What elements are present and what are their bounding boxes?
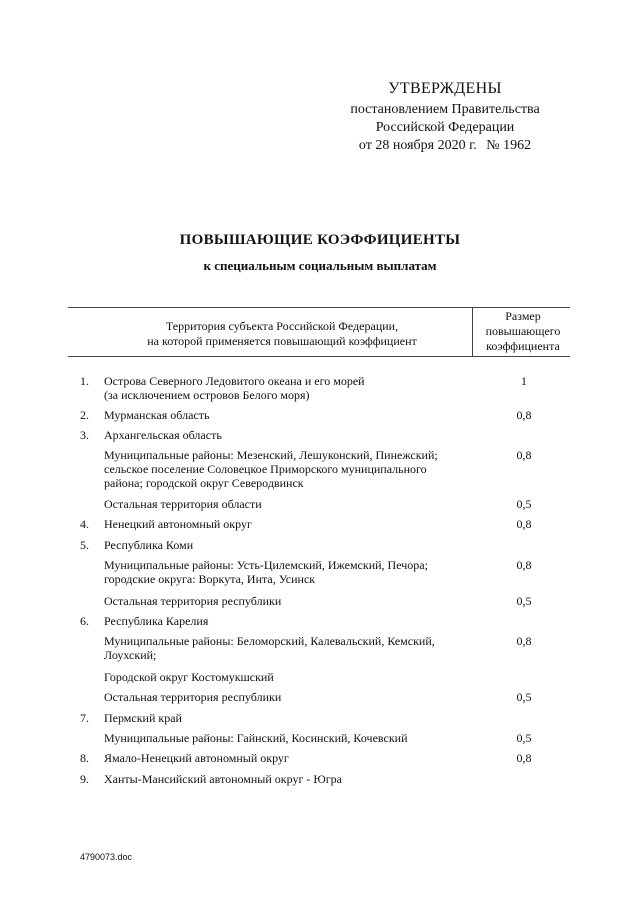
row-territory-line: сельское поселение Соловецкое Приморского муниципального [104,462,427,476]
row-territory [104,374,476,402]
row-territory-line: (за исключением островов Белого моря) [104,388,310,402]
row-number: 9. [80,772,89,786]
row-territory-line: Ненецкий автономный округ [104,517,252,531]
table-header-size-line: повышающего [485,324,561,338]
row-territory [104,731,476,745]
row-territory [104,670,476,684]
row-territory [104,594,476,608]
row-number: 2. [80,408,89,422]
document-subtitle: к специальным социальным выплатам [203,258,437,273]
row-territory [104,711,476,725]
row-territory-line: городские округа: Воркута, Инта, Усинск [104,572,316,586]
row-number: 6. [80,614,89,628]
table-header-territory-line: Территория субъекта Российской Федерации, [165,319,399,333]
row-territory-line: Остальная территория республики [104,594,282,608]
row-number: 7. [80,711,89,725]
row-territory [104,517,476,531]
table-header-territory-line: на которой применяется повышающий коэффициент [147,334,417,348]
row-territory [104,772,476,786]
table-header-size-line: Размер [505,309,541,323]
row-territory-line: Лоухский; [104,648,157,662]
approval-line-2: Российской Федерации [375,120,515,135]
row-number: 4. [80,517,89,531]
row-territory [104,448,476,490]
row-territory-line: Ханты-Мансийский автономный округ - Югра [104,772,342,786]
row-territory-line: Республика Карелия [104,614,209,628]
approval-number: № 1962 [486,138,532,153]
row-coefficient: 0,5 [516,731,532,745]
row-territory-line: Муниципальные районы: Усть-Цилемский, Ижемский, Печора; [104,558,428,572]
file-name: 4790073.doc [80,852,133,862]
row-coefficient: 0,8 [516,751,532,765]
row-coefficient: 0,8 [516,558,532,572]
row-coefficient: 0,5 [516,594,532,608]
row-territory-line: Муниципальные районы: Беломорский, Калевальский, Кемский, [104,634,435,648]
row-territory-line: Пермский край [104,711,182,725]
row-territory-line: Архангельская область [104,428,222,442]
row-territory-line: Городской округ Костомукшский [104,670,274,684]
document-title: ПОВЫШАЮЩИЕ КОЭФФИЦИЕНТЫ [179,232,461,248]
row-territory [104,428,476,442]
row-number: 5. [80,538,89,552]
row-territory [104,408,476,422]
row-number: 1. [80,374,89,388]
row-territory [104,690,476,704]
row-coefficient: 0,8 [516,634,532,648]
approval-line-1: постановлением Правительства [350,102,540,117]
row-coefficient: 0,5 [516,497,532,511]
row-territory [104,538,476,552]
row-territory [104,614,476,628]
table-header-size-line: коэффициента [486,339,560,353]
row-territory-line: Ямало-Ненецкий автономный округ [104,751,289,765]
approval-date: от 28 ноября 2020 г. [358,138,477,153]
row-coefficient: 0,5 [516,690,532,704]
row-territory-line: Муниципальные районы: Гайнский, Косинский, Кочевский [104,731,408,745]
row-territory-line: Острова Северного Ледовитого океана и его морей [104,374,365,388]
row-territory-line: района; городской округ Северодвинск [104,476,304,490]
row-coefficient: 0,8 [516,408,532,422]
approval-title: УТВЕРЖДЕНЫ [388,80,502,97]
row-number: 3. [80,428,89,442]
row-territory-line: Республика Коми [104,538,194,552]
row-territory-line: Мурманская область [104,408,210,422]
row-territory [104,751,476,765]
row-coefficient: 1 [521,374,527,388]
row-number: 8. [80,751,89,765]
row-territory-line: Муниципальные районы: Мезенский, Лешуконский, Пинежский; [104,448,438,462]
row-coefficient: 0,8 [516,517,532,531]
row-territory [104,497,476,511]
row-coefficient: 0,8 [516,448,532,462]
row-territory-line: Остальная территория области [104,497,262,511]
row-territory [104,634,476,662]
row-territory [104,558,476,586]
row-territory-line: Остальная территория республики [104,690,282,704]
